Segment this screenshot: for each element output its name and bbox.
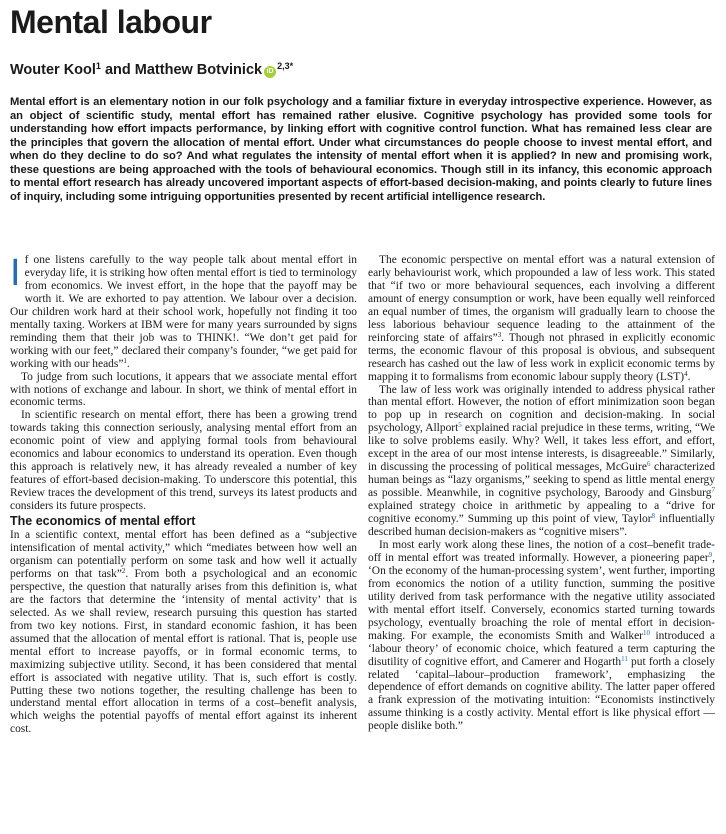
paragraph-text: . Though not phrased in explicitly economic terms, the economic flavour of this proposal is obvious, and subsequent research has cashed out the law of less work in explicit economic terms by mapping it to formalisms from economic labour supply theory (LST) bbox=[368, 331, 715, 383]
author-connector: and bbox=[100, 62, 135, 78]
affiliation-marker: 1 bbox=[95, 61, 101, 71]
paragraph: To judge from such locutions, it appears that we associate mental effort with notions of exchange and labour. In short, we think of mental effort in economic terms. bbox=[10, 370, 357, 409]
paragraph-text: , ‘On the economy of the human-processing system’, went further, importing from economics the notion of a utility function, summing the positive utility derived from task performance with the negative utility associated with mental effort itself. Conversely, economics started turning towards psychology, eventually broaching the role of mental effort in decision-making. For example, the economists Smith and Walker bbox=[368, 551, 715, 642]
reference-marker[interactable]: 1 bbox=[123, 356, 127, 365]
paragraph bbox=[368, 384, 715, 539]
paragraph bbox=[10, 529, 357, 736]
reference-marker[interactable]: 11 bbox=[621, 654, 628, 663]
author-name: Matthew Botvinick bbox=[134, 62, 263, 78]
paragraph-text: The law of less work was originally intended to address physical rather than mental effort. However, the notion of effort minimization soon began to pop up in research on cognition and decision-making. In social psychology, Allport bbox=[368, 383, 715, 435]
orcid-icon[interactable]: iD bbox=[264, 66, 276, 78]
section-heading: The economics of mental effort bbox=[10, 514, 196, 529]
paragraph-text: The economic perspective on mental effort was a natural extension of early behaviourist work, which propounded a law of less work. This stated that “if two or more behavioural sequences, each involving a different amount of energy consumption or work, have been equally well reinforced an equal number of times, the organism will gradually learn to choose the less laborious behaviour sequence leading to the attainment of the reinforcing state of affairs” bbox=[368, 254, 715, 344]
reference-marker[interactable]: 6 bbox=[646, 460, 651, 469]
reference-marker[interactable]: 7 bbox=[711, 486, 715, 495]
paragraph-text: put forth a closely related ‘capital–labour–production framework’, emphasizing the dependence of effort demands on cognitive ability. The latter paper offered a frank expression of the motivating intuition: “Economists instinctively assume thinking is a costly activity. Mental effort is like physical effort — people dislike both.” bbox=[368, 655, 715, 733]
paragraph bbox=[10, 254, 357, 371]
right-column bbox=[368, 254, 715, 733]
author-line bbox=[10, 60, 293, 80]
article-title: Mental labour bbox=[10, 4, 212, 40]
reference-marker[interactable]: 10 bbox=[643, 628, 650, 637]
reference-marker[interactable]: 9 bbox=[708, 550, 713, 559]
paragraph-text: influentially described human decision-makers as “cognitive misers”. bbox=[368, 513, 716, 539]
paragraph bbox=[368, 539, 715, 733]
paragraph: In scientific research on mental effort, there has been a growing trend towards taking this connection seriously, analysing mental effort from an economic point of view and applying formal tools from behavioural economics and labour economics to understand its operation. Even though this approach is relatively new, it has already revealed a number of key features of effort-based decision-making. To underscore this potential, this Review traces the development of this trend, surveys its latest products and considers its future prospects. bbox=[10, 409, 357, 513]
paragraph-text: . bbox=[126, 357, 130, 370]
paragraph bbox=[368, 254, 715, 384]
reference-marker[interactable]: 4 bbox=[684, 369, 688, 378]
left-column bbox=[10, 254, 357, 736]
reference-marker[interactable]: 3 bbox=[497, 330, 502, 339]
author-name: Wouter Kool bbox=[10, 62, 96, 78]
paragraph-text: In most early work along these lines, the notion of a cost–benefit trade-off in mental effort was treated informally. However, a pioneering paper bbox=[368, 538, 715, 564]
affiliation-marker: 2,3* bbox=[277, 61, 294, 71]
paragraph-text: explained racial prejudice in these terms, writing, “We like to solve problems easily. Why? Well, it takes less effort, and effort, except in the area of our most intense interests, is disagreeable.” Similarly, in discussing the processing of political messages, McGuire bbox=[368, 422, 715, 474]
drop-cap: I bbox=[10, 252, 21, 294]
paragraph-text: f one listens carefully to the way people talk about mental effort in everyday life, it is striking how often mental effort is tied to terminology from economics. We invest effort, in the hope that the payoff may be worth it. We are exhorted to pay attention. We labour over a decision. Our children work hard at their school work, hopefully not finding it too mentally taxing. Workers at IBM were for many years surrounded by signs reminding them that their job was to THINK!. “We don’t get paid for working with our feet,” declared their company’s founder, “we get paid for working with our heads” bbox=[10, 254, 357, 370]
paragraph-text: characterized human beings as “lazy organisms,” seeking to spend as little mental energy as possible. Meanwhile, in cognitive psychology, Baroody and Ginsburg bbox=[368, 461, 715, 500]
abstract: Mental effort is an elementary notion in our folk psychology and a familiar fixture in everyday introspective experience. However, as an object of scientific study, mental effort has remained rather elusive. Cognitive psychology has provided some tools for understanding how effort impacts performance, by linking effort with cognitive control function. What has remained less clear are the principles that govern the allocation of mental effort. Under what circumstances do people choose to invest mental effort, and when do they decline to do so? And what regulates the intensity of mental effort when it is applied? In new and promising work, these questions are being approached with the tools of behavioural economics. Though still in its infancy, this economic approach to mental effort research has already uncovered important aspects of effort-based decision-making, and points clearly to future lines of inquiry, including some intriguing opportunities presented by recent artificial intelligence research. bbox=[10, 96, 712, 203]
paragraph-text: explained strategy choice in arithmetic by appealing to a “drive for cognitive economy.” Summing up this point of view, Taylor bbox=[368, 500, 715, 526]
reference-marker[interactable]: 5 bbox=[458, 421, 462, 430]
paragraph-text: In a scientific context, mental effort has been defined as a “subjective intensification of mental activity,” which “mediates between how well an organism can potentially perform on some task and how well it actually performs on that task” bbox=[10, 529, 357, 580]
paragraph-text: . From both a psychological and an economic perspective, the question that naturally arises from this definition is, what are the factors that determine the ‘intensity of mental activity’ that is selected. As we shall review, research pursuing this question has started from two key notions. First, in standard economic fashion, it has been assumed that the allocation of mental effort is rational. That is, people use mental effort to increase payoffs, or in formal economic terms, to maximizing subjective utility. Second, it has been considered that mental effort is associated with negative utility. That is, such effort is costly. Putting these two notions together, the resulting challenge has been to understand mental effort allocation in terms of a cost–benefit analysis, which weighs the potential payoffs of mental effort against its inherent cost. bbox=[10, 567, 357, 736]
paragraph-text: . bbox=[687, 370, 691, 383]
paragraph-text: introduced a ‘labour theory’ of economic choice, which featured a term capturing the disutility of cognitive effort, and Camerer and Hogarth bbox=[368, 629, 715, 668]
reference-marker[interactable]: 8 bbox=[651, 512, 656, 521]
reference-marker[interactable]: 2 bbox=[121, 566, 126, 575]
